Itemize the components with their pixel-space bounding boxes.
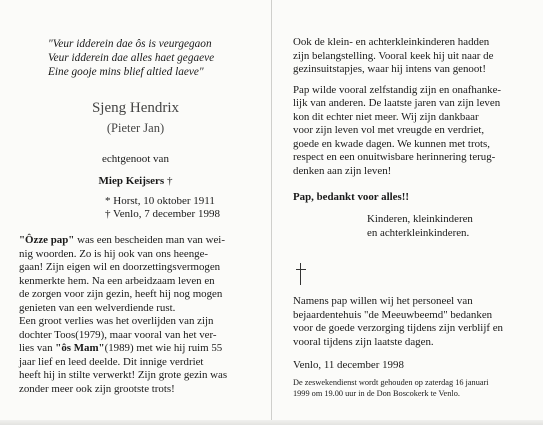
text-line: De zeswekendienst wordt gehouden op zaterdag 16 januari [293,378,489,387]
text-line: nig woorden. Zo is hij ook van ons heenge- [19,247,209,260]
text-line: respect en een onuitwisbare herinnering terug- [293,151,496,164]
text-line: voor de goede verzorging tijdens zijn verblijf en [293,322,503,335]
signoff-line: Kinderen, kleinkinderen [367,213,473,225]
thanks-line: Pap, bedankt voor alles!! [293,191,409,203]
mass-notice [293,377,538,399]
text-line: kon dit echter niet meer. Wij zijn dankbaar [293,110,479,123]
text-line: voor zijn leven vol met vreugde en verdriet, [293,124,485,137]
cross-vertical [300,263,301,285]
text-line: heeft hij in stilte verwerkt! Zijn grote gezin was [19,369,228,382]
spouse-label: echtgenoot van [102,153,169,165]
signoff [367,212,537,240]
motto-line: Eine gooje mins blief altied laeve" [48,66,204,78]
deceased-alias: (Pieter Jan) [106,121,165,135]
text-line [19,234,259,248]
birth-date: * Horst, 10 oktober 1911 [105,195,215,207]
text-line: kenmerkte hem. Na een arbeidzaam leven en [19,274,215,287]
text-span: (1989) met wie hij ruim 55 [104,342,223,355]
text-line: jaar lief en leed deelde. Dit innige verdriet [19,355,204,368]
text-span: was een bescheiden man van wei- [74,234,225,246]
text-line: lijk van anderen. De laatste jaren van zijn leven [293,97,501,110]
text-line: Een groot verlies was het overlijden van zijn [19,315,214,328]
cross-icon [296,263,306,285]
signoff-line: en achterkleinkinderen. [367,227,470,239]
text-line: zonder meer ook zijn grootste trots! [19,383,175,396]
text-line: Ook de klein- en achterkleinkinderen hadden [293,36,490,48]
paragraph-gap [293,77,533,84]
spouse [0,175,271,187]
text-line: genieten van een welverdiende rust. [19,301,176,314]
deceased-name: Sjeng Hendrix [91,100,180,116]
text-line: 1999 om 19.00 uur in de Don Boscokerk te Venlo. [293,389,460,398]
spouse-name: Miep Keijsers [98,175,165,187]
text-line: de zorgen voor zijn gezin, heeft hij nog mogen [19,288,223,301]
text-line: goede en kwade dagen. We kunnen met trots, [293,137,491,150]
card-bottom-edge [0,420,543,425]
life-dates [105,195,265,221]
text-line: dochter Toos(1979), maar vooral van het ver- [19,328,217,341]
death-date: † Venlo, 7 december 1998 [105,208,220,220]
text-line: Pap wilde vooral zelfstandig zijn en onafhanke- [293,83,502,96]
motto-line: "Veur idderein dae ôs is veurgegaon [48,38,212,50]
motto [48,37,258,79]
biography-text [19,234,259,397]
text-line: gezinsuitstapjes, waar hij intens van genoot! [293,63,486,76]
personnel-thanks [293,295,533,349]
bold-phrase: "Ôzze pap" [19,234,75,246]
text-span: lies van [19,342,56,355]
bold-phrase: "ôs Mam" [55,342,105,355]
place-date: Venlo, 11 december 1998 [293,359,404,371]
motto-line: Veur idderein dae alles haet gegaeve [48,52,215,64]
text-line: vooral tijdens zijn laatste dagen. [293,335,434,348]
text-line: gaan! Zijn eigen wil en doorzettingsvermogen [19,261,221,274]
text-line: denken aan zijn leven! [293,164,392,177]
right-panel [272,0,543,425]
left-panel [0,0,271,425]
text-line [19,342,259,356]
text-line: bejaardentehuis "de Meeuwbeemd" bedanken [293,308,493,321]
cross-horizontal [296,269,306,270]
spouse-cross: † [166,175,173,187]
memorial-text [293,36,533,178]
text-line: zijn belangstelling. Vooral keek hij uit naar de [293,49,494,62]
text-line: Namens pap willen wij het personeel van [293,295,473,307]
